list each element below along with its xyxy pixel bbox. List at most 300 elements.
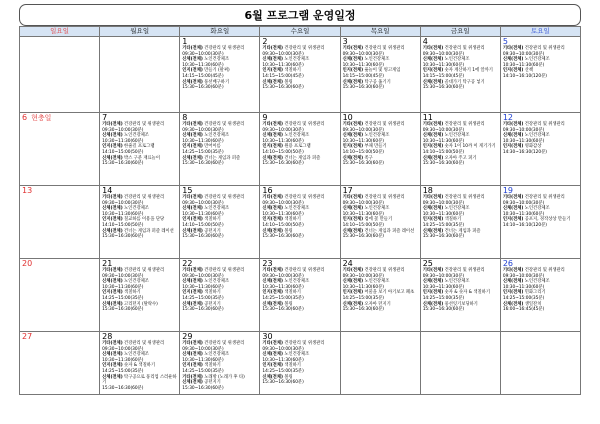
day-cell [20,259,100,332]
program-time: 09:30~10:00(30분) [342,273,384,279]
program-category: 기타(전체) [502,46,524,51]
day-number: 24 [342,259,353,268]
program-entry [501,279,580,290]
program-entry [341,144,420,155]
program-name: 영화감상 [524,144,542,150]
day-cell-content [341,259,420,331]
program-name: 색칠하기 [284,290,301,296]
day-number: 23 [262,259,273,268]
day-header [20,113,99,123]
program-time: 09:30~10:00(30분) [182,273,224,279]
day-cell [500,37,580,113]
program-category: 신체(전체) [102,206,123,212]
program-time: 09:30~10:00(30분) [262,51,304,57]
program-entry [341,217,420,228]
program-category: 신체(전체) [342,155,364,161]
day-cell [420,186,500,259]
program-name: 노인건강체조 [124,133,149,139]
program-time: 14:10~15:00(50분) [262,149,304,155]
program-time: 16:00~16:45(45분) [502,307,545,313]
program-entry [421,57,500,68]
program-name: 색칠하기 [284,217,301,223]
day-cell [180,332,260,395]
program-category: 신체(전체) [102,301,123,307]
program-entry [180,195,259,206]
program-name: 산책 [524,68,534,74]
program-category: 인지(전체) [342,217,364,223]
program-time: 09:30~10:00(30분) [342,51,384,57]
program-entry [421,122,500,133]
day-number: 6 [22,113,28,122]
program-name: 건강관리 및 위생관리 [124,341,165,346]
program-time: 14:10~16:10(120분) [502,222,547,228]
program-name: 공포지, 경작상상 만들기 [524,217,571,223]
program-entry [260,229,339,240]
program-entry [100,144,179,155]
program-time: 15:30~16:30(60분) [182,385,224,391]
day-cell-content [260,37,339,112]
day-cell [340,332,420,395]
program-name: 오자아 던지기 [364,301,391,307]
program-name: 노인건강체조 [204,206,230,212]
program-entry [421,302,500,313]
program-category: 기타(전체) [502,195,524,200]
program-time: 09:30~10:00(30분) [102,346,144,352]
program-entry [341,122,420,133]
program-category: 기타(전체) [422,268,444,273]
program-category: 신체(전체) [502,57,524,63]
weekday-header-thursday: 목요일 [340,27,420,37]
program-category: 신체(전체) [422,279,444,285]
program-category: 신체(전체) [262,279,283,285]
program-category: 기타(전체) [342,46,364,51]
program-name: 노래방 (노래가 후 타) [204,374,245,380]
program-name: 건강관리 및 위생관리 [204,46,245,51]
program-name: 만들기 (팔찌) [204,68,230,74]
program-entry [180,380,259,391]
program-category: 인지(전체) [182,290,203,296]
program-time: 10:30~11:30(60분) [182,211,224,217]
program-category: 신체(전체) [182,57,203,63]
day-number: 15 [182,186,193,195]
program-time: 15:30~16:30(60분) [102,385,144,391]
program-category: 신체(전체) [262,57,283,63]
program-name: 건강관리 및 위생관리 [444,268,485,273]
day-number: 10 [342,113,353,122]
program-entry [260,156,339,167]
program-entry [421,206,500,217]
week-row [20,259,581,332]
program-time: 10:30~11:30(60분) [502,284,545,290]
day-cell [20,113,100,186]
program-category: 신체(전체) [262,228,283,234]
program-category: 신체(전체) [502,301,524,307]
program-entry [100,302,179,313]
day-cell-content [341,186,420,258]
program-category: 기타(전체) [182,46,203,51]
program-category: 신체(전체) [422,155,444,161]
program-time: 10:30~11:30(60분) [102,211,144,217]
program-entry [180,341,259,352]
program-time: 15:30~16:30(60분) [422,234,465,240]
program-entry [100,206,179,217]
program-name: 볼링 [284,79,293,85]
program-category: 신체(전체) [262,155,283,161]
program-time: 09:30~10:00(30분) [102,273,144,279]
program-name: 풍선배구하기 [204,79,230,85]
program-name: 숫자 1이 10까 이 게기가기 [444,144,496,150]
day-number: 22 [182,259,193,268]
program-entry [421,156,500,167]
program-time: 14:10~15:00(50분) [102,149,144,155]
program-time: 14:25~15:00(35분) [182,149,224,155]
program-category: 인지(전체) [422,144,444,150]
program-category: 신체(전체) [102,279,123,285]
program-time: 09:30~10:00(30분) [502,51,545,57]
day-number: 11 [422,113,433,122]
day-number: 5 [502,37,508,46]
program-time: 09:30~10:00(30분) [262,346,304,352]
program-entry [100,375,179,392]
day-header [421,37,500,46]
program-category: 인지(전체) [182,144,203,150]
program-entry [260,206,339,217]
program-time: 10:30~11:30(60분) [182,357,224,363]
week-row [20,186,581,259]
program-time: 09:30~10:00(30분) [502,200,545,206]
program-category: 인지(전체) [502,68,524,74]
program-name: 공던지기 [204,380,221,386]
program-time: 09:30~10:00(30분) [182,51,224,57]
day-cell-content [260,332,339,394]
program-entry [100,279,179,290]
program-entry [260,352,339,363]
program-name: 건너는 게임과 퍼즐 레이션 [364,228,415,234]
program-category: 신체(전체) [182,206,203,212]
program-category: 기타(전체) [102,341,123,346]
program-name: 건강관리 및 위생관리 [364,195,405,200]
program-category: 신체(전체) [422,133,444,139]
weekday-header-row [20,27,581,37]
program-time: 10:30~11:30(60분) [262,138,304,144]
program-entry [260,363,339,374]
program-category: 인지(전체) [342,68,364,74]
program-entry [501,122,580,133]
program-name: 노인건강체조 [204,352,230,358]
program-name: 노인건강체조 [124,206,149,212]
program-entry [421,217,500,228]
program-time: 10:30~11:30(60분) [182,138,224,144]
program-category: 신체(전체) [182,155,203,161]
program-name: 노인건강체조 [444,57,470,63]
program-category: 기타(전체) [342,195,364,200]
program-category: 인지(전체) [422,68,444,74]
program-category: 인지(전체) [102,290,123,296]
day-number: 13 [22,186,33,195]
program-category: 신체(전체) [422,228,444,234]
program-time: 15:30~16:30(60분) [182,85,224,91]
program-name: 탁구공 옮기기 [364,79,391,85]
day-number: 29 [182,332,193,341]
program-category: 인지(전체) [262,144,283,150]
day-cell-content [341,37,420,112]
program-category: 신체(전체) [182,133,203,139]
program-entry [501,68,580,79]
program-name: 노인건강체조 [284,57,310,63]
day-cell [340,259,420,332]
day-header [20,186,99,195]
program-name: 노인건강체조 [444,279,470,285]
program-name: 노인건강체조 [124,279,149,285]
program-category: 신체(전체) [342,133,364,139]
program-entry [180,352,259,363]
program-time: 14:25~15:00(35분) [102,368,144,374]
day-number: 27 [22,332,33,341]
program-name: 건너는 게임과 퍼즐 [204,155,241,161]
day-cell-content [180,37,259,112]
program-entry [180,80,259,91]
program-name: 노인건강체조 [524,133,550,139]
day-cell [260,113,340,186]
program-name: 노인건강체조 [204,279,230,285]
program-entry [501,133,580,144]
program-time: 10:30~11:30(60분) [422,284,465,290]
program-entry [341,206,420,217]
program-category: 신체(전체) [262,301,283,307]
program-entry [341,195,420,206]
program-time: 14:15~15:00(45분) [262,73,304,79]
program-time: 14:15~15:00(45분) [422,73,465,79]
program-entry [100,341,179,352]
program-time: 09:30~10:00(30분) [102,200,144,206]
day-cell [260,186,340,259]
program-time: 14:10~15:00(50분) [342,149,384,155]
program-time: 10:30~11:30(60분) [262,357,304,363]
program-category: 기타(전체) [262,46,283,51]
program-entry [341,229,420,240]
program-category: 인지(전체) [422,290,444,296]
day-number: 21 [102,259,113,268]
program-entry [100,133,179,144]
program-time: 09:30~10:00(30분) [262,200,304,206]
program-name: 한줄길 프로그램 [124,144,155,150]
program-entry [180,46,259,57]
program-name: 노인건강체조 [284,133,310,139]
program-time: 15:30~16:30(60분) [262,307,304,313]
program-entry [180,229,259,240]
program-category: 기타(전체) [182,122,203,127]
program-time: 10:30~11:30(60분) [102,138,144,144]
program-category: 기타(전체) [422,195,444,200]
day-number: 3 [342,37,348,46]
program-time: 10:30~11:30(60분) [102,357,144,363]
program-time: 15:30~16:30(60분) [262,85,304,91]
program-entry [421,133,500,144]
program-entry [421,46,500,57]
program-name: 원용 프로그램 [284,144,311,150]
program-category: 기타(전체) [102,195,123,200]
day-number: 17 [342,186,353,195]
program-name: 공던지기 [204,301,221,307]
program-category: 기타(전체) [342,268,364,273]
program-time: 14:25~15:00(35분) [182,368,224,374]
program-category: 신체(전체) [182,228,203,234]
program-entry [501,144,580,155]
program-category: 기타(전체) [102,122,123,127]
program-time: 15:30~16:30(60분) [262,380,304,386]
program-entry [260,57,339,68]
program-name: 볼링 [284,301,293,307]
day-header [260,259,339,268]
program-entry [260,290,339,301]
program-name: 건너는 게임과 퍼즐 레이션 [124,228,174,234]
program-entry [180,206,259,217]
program-entry [421,268,500,279]
day-cell-content [20,259,99,331]
program-time: 14:25~15:00(35분) [262,295,304,301]
program-name: 만어이름 [204,144,221,150]
program-entry [501,206,580,217]
program-time: 14:10~15:00(50분) [102,222,144,228]
program-entry [100,229,179,240]
program-category: 신체(전체) [182,380,203,386]
day-cell-content [180,113,259,185]
program-entry [180,363,259,374]
program-time: 09:30~10:00(30분) [102,127,144,133]
program-time: 15:30~16:30(60분) [422,161,465,167]
program-category: 신체(전체) [342,279,364,285]
program-entry [100,156,179,167]
program-time: 15:30~16:30(60분) [342,161,384,167]
program-entry [501,290,580,301]
day-cell [180,37,260,113]
program-category: 기타(전체) [182,341,203,346]
day-header [180,37,259,46]
day-header [20,259,99,268]
program-name: 윷놀이 및 빙고게임 [364,68,401,74]
program-category: 신체(전체) [102,133,123,139]
program-name: 건강관리 및 위생관리 [284,122,325,127]
program-name: 노인건강체조 [364,57,390,63]
program-category: 신체(전체) [182,279,203,285]
program-entry [260,68,339,79]
day-cell-content [20,113,99,185]
weekday-header-wednesday: 수요일 [260,27,340,37]
day-number: 26 [502,259,514,268]
program-entry [260,80,339,91]
program-time: 09:30~10:00(30분) [342,200,384,206]
program-name: 노인건강체조 [124,352,149,358]
program-entry [421,144,500,155]
program-entry [260,122,339,133]
program-category: 신체(전체) [422,57,444,63]
program-entry [260,144,339,155]
program-name: 노인건강체조 [524,206,550,212]
program-name: 건강관리 및 위생관리 [524,195,565,200]
program-entry [260,302,339,313]
program-time: 09:30~10:00(30분) [342,127,384,133]
program-name: 오자아 주고 퍼기 [444,155,477,161]
program-time: 10:30~11:30(60분) [502,138,545,144]
program-time: 14:25~15:00(35분) [422,295,465,301]
program-category: 기타(전체) [182,195,203,200]
program-name: 노인건강체조 [204,57,230,63]
program-entry [421,195,500,206]
program-name: 건강관리 및 위생관리 [284,195,325,200]
program-name: 노인건강체조 [364,279,390,285]
program-name: 노인건강체조 [204,133,230,139]
program-entry [180,122,259,133]
day-cell [180,259,260,332]
day-number: 16 [262,186,273,195]
program-time: 10:30~11:30(60분) [342,284,384,290]
weekday-header-friday: 금요일 [420,27,500,37]
program-entry [341,57,420,68]
program-category: 신체(전체) [502,279,524,285]
program-time: 09:30~10:00(30분) [182,346,224,352]
program-entry [100,352,179,363]
program-time: 09:30~10:00(30분) [182,127,224,133]
weekday-header-saturday: 토요일 [500,27,580,37]
day-cell-content [341,332,420,394]
program-name: 볼링 [284,374,293,380]
program-time: 10:30~11:30(60분) [342,211,384,217]
program-name: 고리던지 (탈락수) [124,301,158,307]
program-time: 10:30~11:30(60분) [262,62,304,68]
program-entry [260,46,339,57]
program-time: 14:10~15:00(50분) [182,222,224,228]
program-category: 신체(전체) [342,206,364,212]
day-cell [340,113,420,186]
program-category: 신체(전체) [422,301,444,307]
day-cell [500,259,580,332]
program-category: 신체(전체) [342,57,364,63]
day-cell-content [421,186,500,258]
program-time: 14:25~15:00(35분) [422,222,465,228]
program-category: 신체(전체) [422,79,444,85]
day-number: 28 [102,332,113,341]
day-cell-content [421,37,500,112]
program-entry [100,290,179,301]
program-category: 기타(전체) [422,122,444,127]
day-cell [100,113,180,186]
program-time: 10:30~11:30(60분) [502,211,545,217]
day-cell [100,332,180,395]
program-name: 노인건강체조 [444,133,470,139]
program-entry [180,279,259,290]
program-name: 건강관리 및 위생관리 [444,46,485,51]
program-name: 건강관리 및 위생관리 [204,122,245,127]
program-name: 건강관리 및 위생관리 [364,268,405,273]
program-category: 인지(전체) [182,68,203,74]
day-cell-content [501,332,580,394]
program-time: 09:30~10:00(30분) [502,127,545,133]
program-time: 15:30~16:30(60분) [182,161,224,167]
program-time: 10:30~11:30(60분) [182,62,224,68]
week-row [20,37,581,113]
program-time: 14:10~15:00(50분) [342,222,384,228]
day-cell-content [100,113,179,185]
program-entry [180,144,259,155]
program-name: 골대가기 탁구공 넣기 [444,79,485,85]
program-name: 건강관리 및 위생관리 [524,268,565,273]
day-header [341,113,420,122]
program-name: 건강관리 및 위생관리 [284,46,325,51]
day-header [100,186,179,195]
weekday-header-monday: 월요일 [100,27,180,37]
program-category: 기타(전체) [422,46,444,51]
program-name: 노인건강체조 [364,133,390,139]
